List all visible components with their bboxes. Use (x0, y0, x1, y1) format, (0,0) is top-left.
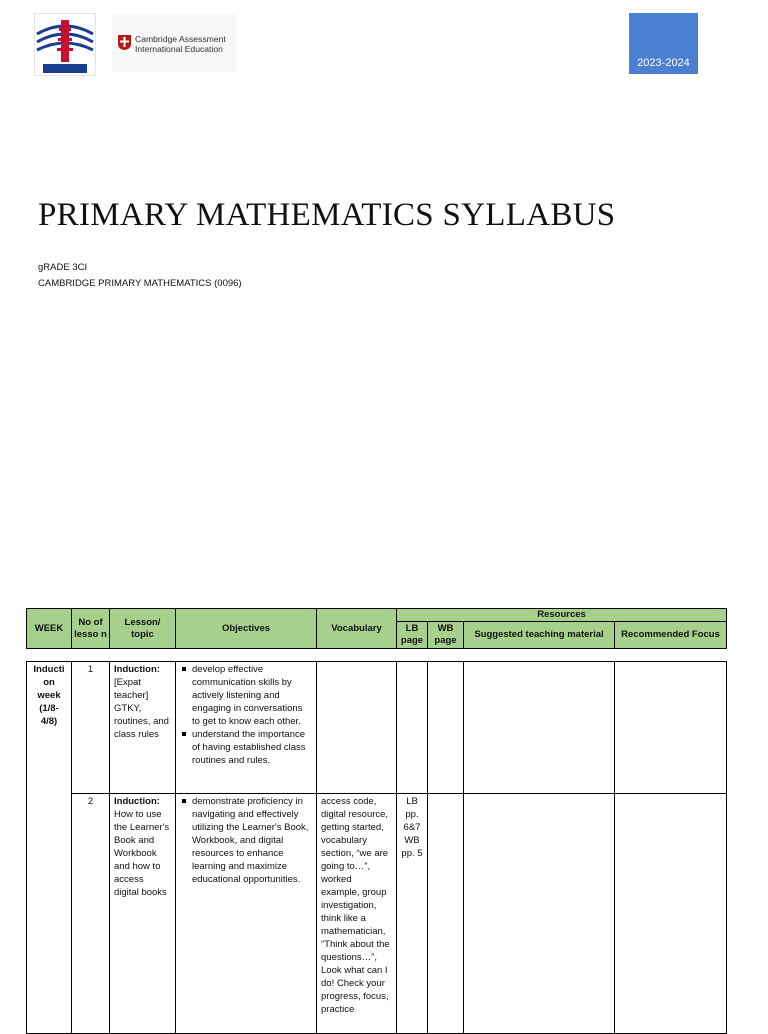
objective-item: understand the importance of having established class routines and rules. (180, 728, 312, 767)
grade-label: gRADE 3CI (38, 262, 88, 273)
syllabus-table-body (26, 661, 727, 1034)
col-focus: Recommended Focus (615, 622, 727, 649)
col-vocabulary: Vocabulary (317, 609, 397, 649)
wb-page-cell (428, 794, 464, 1034)
topic-detail: How to use the Learner's Book and Workbook and how to access digital books (114, 809, 170, 898)
suggested-cell (464, 662, 615, 794)
topic-detail: [Expat teacher] GTKY, routines, and class rules (114, 677, 169, 740)
cambridge-logo-text: Cambridge Assessment International Education (135, 34, 226, 54)
table-row (27, 662, 727, 794)
col-wb-page: WB page (428, 622, 464, 649)
col-resources: Resources (397, 609, 727, 622)
document-title: PRIMARY MATHEMATICS SYLLABUS (38, 197, 616, 233)
objectives-cell (176, 794, 317, 1034)
topic-cell (110, 662, 176, 794)
lesson-number: 2 (72, 794, 110, 1034)
cambridge-shield-icon (118, 35, 131, 50)
school-logo (34, 13, 96, 76)
year-badge (629, 13, 698, 74)
week-cell: Inducti on week (1/8- 4/8) (27, 662, 72, 1034)
col-suggested: Suggested teaching material (464, 622, 615, 649)
lb-page-cell (397, 662, 428, 794)
focus-cell (615, 794, 727, 1034)
col-topic: Lesson/ topic (110, 609, 176, 649)
col-lessons: No of lesso n (72, 609, 110, 649)
course-label: CAMBRIDGE PRIMARY MATHEMATICS (0096) (38, 278, 242, 289)
objective-item: develop effective communication skills by actively listening and engaging in conversations to get to know each other. (180, 663, 312, 728)
col-objectives: Objectives (176, 609, 317, 649)
focus-cell (615, 662, 727, 794)
col-week: WEEK (27, 609, 72, 649)
pagoda-logo-icon (35, 14, 95, 75)
cambridge-logo (112, 14, 236, 72)
objectives-cell (176, 662, 317, 794)
vocabulary-cell: access code, digital resource, getting started, vocabulary section, “we are going to…”, worked example, group investigation, think like a mathematician, “Think about the questions…”, Look what can I do! Check your progress, focus, practice (317, 794, 397, 1034)
table-row (27, 794, 727, 1034)
topic-title: Induction: (114, 664, 160, 675)
syllabus-table-header (26, 608, 727, 649)
year-text: 2023-2024 (637, 57, 690, 69)
lesson-number: 1 (72, 662, 110, 794)
col-lb-page: LB page (397, 622, 428, 649)
topic-title: Induction: (114, 796, 160, 807)
vocabulary-cell (317, 662, 397, 794)
objective-item: demonstrate proficiency in navigating and effectively utilizing the Learner's Book, Workbook, and digital resources to enhance learning and maximize educational opportunities. (180, 795, 312, 886)
suggested-cell (464, 794, 615, 1034)
wb-page-cell (428, 662, 464, 794)
lb-page-cell: LB pp. 6&7 WB pp. 5 (397, 794, 428, 1034)
topic-cell (110, 794, 176, 1034)
